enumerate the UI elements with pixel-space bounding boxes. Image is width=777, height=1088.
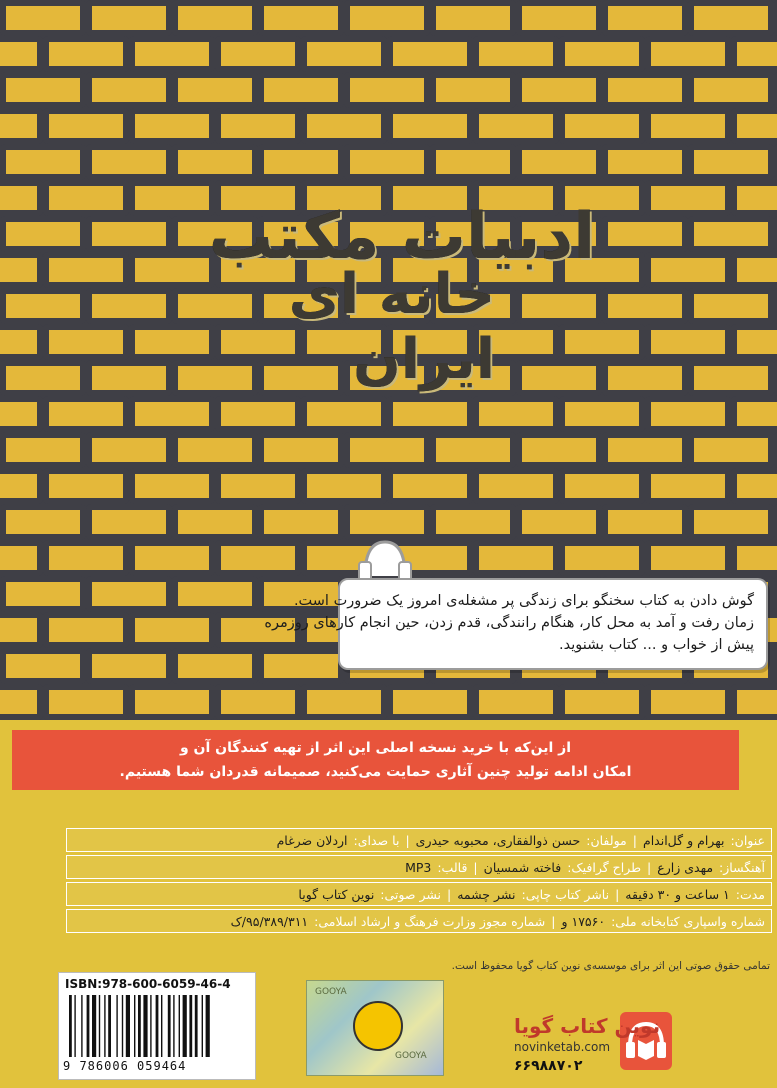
brick [648,183,728,213]
info-line-1: گوش دادن به کتاب سخنگو برای زندگی پر مشغله‌ی امروز یک ضرورت است. [293,593,754,609]
barcode-bar [104,995,105,1057]
composer-label: آهنگساز: [719,859,765,875]
brick [648,39,728,69]
brick [261,435,341,465]
headphone-book-icon [353,1001,403,1051]
brick [218,543,298,573]
barcode-bar [81,995,82,1057]
brick [89,147,169,177]
format-label: قالب: [437,859,468,875]
title-value: بهرام و گل‌اندام [642,832,725,848]
brick [89,435,169,465]
barcode-bar [195,995,198,1057]
brick [261,3,341,33]
barcode-bar [161,995,162,1057]
brick [89,651,169,681]
brick [476,111,556,141]
brick [261,507,341,537]
brick [46,399,126,429]
barcode-bar [202,995,203,1057]
brick [562,39,642,69]
brick [648,327,728,357]
brick [0,327,40,357]
separator: | [446,886,452,902]
brick [218,111,298,141]
brick [519,507,599,537]
brick [175,3,255,33]
brick [132,471,212,501]
publisher-name: نوین کتاب گویا [514,1014,661,1038]
brick [3,75,83,105]
publisher-phone: ۶۶۹۸۸۷۰۲ [514,1058,583,1074]
brick [691,3,771,33]
barcode-bar [150,995,151,1057]
brick [476,39,556,69]
credits-row-3 [66,882,772,906]
brick [605,147,685,177]
barcode-bar [92,995,96,1057]
brick [691,75,771,105]
brick [89,363,169,393]
brick [261,75,341,105]
separator: | [615,886,620,902]
brick [519,75,599,105]
brick [46,255,126,285]
brick [3,579,83,609]
brick [218,39,298,69]
brick [476,543,556,573]
brick [0,39,40,69]
composer-value: مهدی زارع [657,859,714,875]
voice-value: اردلان ضرغام [276,832,348,848]
brick [46,543,126,573]
designer-value: فاخته شمسیان [483,859,562,875]
separator: | [647,859,652,875]
brick [0,399,40,429]
brick [648,471,728,501]
brick [691,363,771,393]
brick [89,507,169,537]
hologram-text: GOOYA [395,1051,427,1061]
brick [175,435,255,465]
brick [175,147,255,177]
print-publisher-value: نشر چشمه [457,886,516,902]
support-notice [12,730,739,790]
brick [347,3,427,33]
brick [390,687,470,717]
brick [605,435,685,465]
brick [46,183,126,213]
brick [734,471,777,501]
barcode-bars [69,995,245,1057]
brick [390,399,470,429]
brick [261,651,341,681]
barcode-bar [122,995,123,1057]
brick [605,219,685,249]
brick [734,183,777,213]
brick [347,435,427,465]
brick [132,399,212,429]
brick [218,399,298,429]
barcode-bar [179,995,180,1057]
brick [89,75,169,105]
brick [433,75,513,105]
brick [132,543,212,573]
brick [0,183,40,213]
brick [562,543,642,573]
barcode-bar [87,995,90,1057]
barcode-bar [74,995,75,1057]
brick [304,399,384,429]
national-library-value: ۱۷۵۶۰ و [561,913,606,929]
barcode-bar [134,995,135,1057]
brick [46,111,126,141]
brick [562,687,642,717]
separator: | [405,832,410,848]
credits-table [66,828,772,936]
duration-value: ۱ ساعت و ۳۰ دقیقه [625,886,730,902]
title-line-2: خانه ای ایران [288,262,495,392]
brick [175,651,255,681]
barcode-bar [69,995,72,1057]
isbn-text: ISBN:978-600-6059-46-4 [65,977,231,991]
title-line-1: ادبیات مکتب [208,200,595,274]
authors-value: حسن ذوالفقاری، محبوبه حیدری [415,832,581,848]
title-label: عنوان: [730,832,765,848]
info-line-2: زمان رفت و آمد به محل کار، هنگام رانندگی، قدم زدن، حین انجام کارهای روزمره [264,615,754,631]
barcode-bar [156,995,159,1057]
barcode [58,972,256,1080]
brick [132,687,212,717]
brick [3,435,83,465]
brick [304,687,384,717]
barcode-bar [189,995,192,1057]
brick [562,111,642,141]
brick [347,147,427,177]
brick [46,471,126,501]
brick [390,39,470,69]
brick [89,219,169,249]
brick [218,687,298,717]
audio-publisher-label: نشر صوتی: [380,886,441,902]
brick [261,147,341,177]
national-library-label: شماره واسپاری کتابخانه ملی: [611,913,765,929]
brick [132,111,212,141]
brick [734,111,777,141]
brick [175,75,255,105]
brick [476,687,556,717]
brick [132,39,212,69]
barcode-bar [206,995,210,1057]
brick [605,507,685,537]
credits-row-1 [66,828,772,852]
brick [433,147,513,177]
authors-label: مولفان: [586,832,627,848]
barcode-bar [168,995,171,1057]
brick [0,687,40,717]
brick [46,615,126,645]
hologram-text: GOOYA [315,987,347,997]
brick [390,471,470,501]
brick [691,435,771,465]
brick [3,291,83,321]
brick [0,255,40,285]
brick [132,615,212,645]
credits-row-4 [66,909,772,933]
separator: | [632,832,637,848]
brick [218,471,298,501]
brick [89,579,169,609]
brick [175,579,255,609]
brick [0,543,40,573]
brick [3,3,83,33]
print-publisher-label: ناشر کتاب چاپی: [521,886,610,902]
brick [3,507,83,537]
brick [304,471,384,501]
brick [46,327,126,357]
separator: | [473,859,478,875]
brick [347,75,427,105]
hologram-sticker [306,980,444,1076]
brick [648,255,728,285]
brick [519,363,599,393]
license-label: شماره مجوز وزارت فرهنگ و ارشاد اسلامی: [314,913,546,929]
barcode-bar [143,995,147,1057]
brick [648,399,728,429]
brick [605,291,685,321]
brick [734,327,777,357]
brick [433,435,513,465]
barcode-bar [138,995,141,1057]
brick [347,507,427,537]
brick [3,363,83,393]
brick [605,363,685,393]
brick [3,651,83,681]
brick [476,471,556,501]
brick [691,147,771,177]
headphone-icon [355,536,415,584]
brick [734,255,777,285]
brick [304,39,384,69]
credits-row-2 [66,855,772,879]
brick [46,687,126,717]
brick [476,399,556,429]
brick [605,3,685,33]
brick [648,687,728,717]
format-value: MP3 [405,859,432,875]
notice-line-1: از این‌که با خرید نسخه اصلی این اثر از تهیه کنندگان آن و [179,740,571,756]
brick [3,147,83,177]
brick [734,399,777,429]
info-box [264,578,768,670]
copyright-notice: تمامی حقوق صوتی این اثر برای موسسه‌ی نوین کتاب گویا محفوظ است. [451,960,770,972]
brick [175,507,255,537]
publisher-url: novinketab.com [514,1040,611,1054]
brick [89,291,169,321]
brick [691,219,771,249]
voice-label: با صدای: [353,832,400,848]
brick [734,39,777,69]
brick [605,75,685,105]
brick [519,3,599,33]
brick [0,471,40,501]
brick [46,39,126,69]
brick [691,507,771,537]
brick [648,111,728,141]
cover-title [175,200,615,392]
brick [562,471,642,501]
brick [0,111,40,141]
brick [519,147,599,177]
brick [390,111,470,141]
license-value: ۹۵/۳۸۹/۳۱۱/ک [230,913,309,929]
barcode-bar [183,995,187,1057]
barcode-bar [173,995,174,1057]
brick [734,543,777,573]
notice-line-2: امکان ادامه تولید چنین آثاری حمایت می‌کنید، صمیمانه قدردان شما هستیم. [119,764,632,780]
barcode-bar [116,995,117,1057]
brick [433,3,513,33]
duration-label: مدت: [735,886,765,902]
designer-label: طراح گرافیک: [567,859,642,875]
brick [691,291,771,321]
brick [0,615,40,645]
barcode-bar [126,995,130,1057]
barcode-bar [99,995,100,1057]
audio-publisher-value: نوین کتاب گویا [298,886,375,902]
brick [562,399,642,429]
brick [734,687,777,717]
brick [3,219,83,249]
info-line-3: پیش از خواب و ... کتاب بشنوید. [559,637,754,653]
brick [648,543,728,573]
brick [433,507,513,537]
brick [519,435,599,465]
brick [89,3,169,33]
barcode-digits: 9 786006 059464 [63,1059,187,1073]
barcode-bar [108,995,111,1057]
brick [304,111,384,141]
separator: | [551,913,556,929]
